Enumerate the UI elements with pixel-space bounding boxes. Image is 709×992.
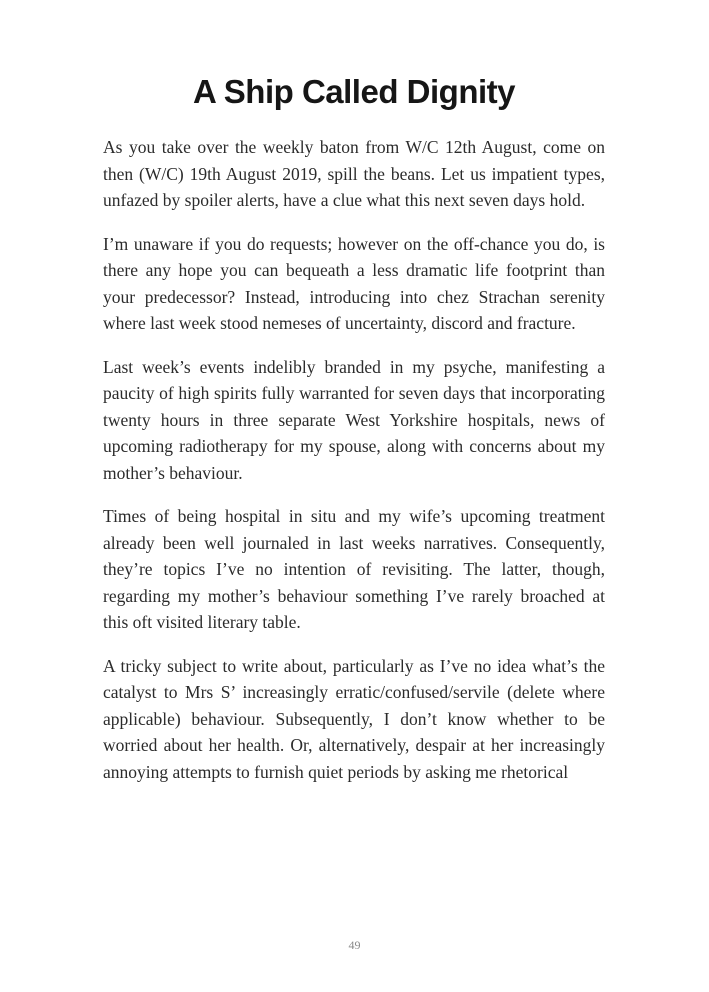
paragraph: Last week’s events indelibly branded in my psyche, manifesting a paucity of high spirits fully warranted for seven days that incorporating twenty hours in three separate West Yorkshire hospitals, news of upcoming radiotherapy for my spouse, along with concerns about my mother’s behaviour. [103,356,605,483]
document-body [103,134,605,785]
paragraph: A tricky subject to write about, particularly as I’ve no idea what’s the catalyst to Mrs S’ increasingly erratic/confused/servile (delete where applicable) behaviour. Subsequently, I don’t know whether to be worried about her health. Or, alternatively, despair at her increasingly annoying attempts to furnish quiet periods by asking me rhetorical [103,655,605,782]
document-content [103,0,605,802]
paragraph: As you take over the weekly baton from W/C 12th August, come on then (W/C) 19th August 2019, spill the beans. Let us impatient types, unfazed by spoiler alerts, have a clue what this next seven days hold. [103,137,605,210]
paragraph: Times of being hospital in situ and my wife’s upcoming treatment already been well journaled in last weeks narratives. Consequently, they’re topics I’ve no intention of revisiting. The latter, though, regarding my mother’s behaviour something I’ve rarely broached at this oft visited literary table. [103,506,605,632]
page-number: 49 [348,938,361,952]
page-title: A Ship Called Dignity [193,73,515,110]
paragraph: I’m unaware if you do requests; however on the off-chance you do, is there any hope you can bequeath a less dramatic life footprint than your predecessor? Instead, introducing into chez Strachan serenity where last week stood nemeses of uncertainty, discord and fracture. [103,233,605,333]
